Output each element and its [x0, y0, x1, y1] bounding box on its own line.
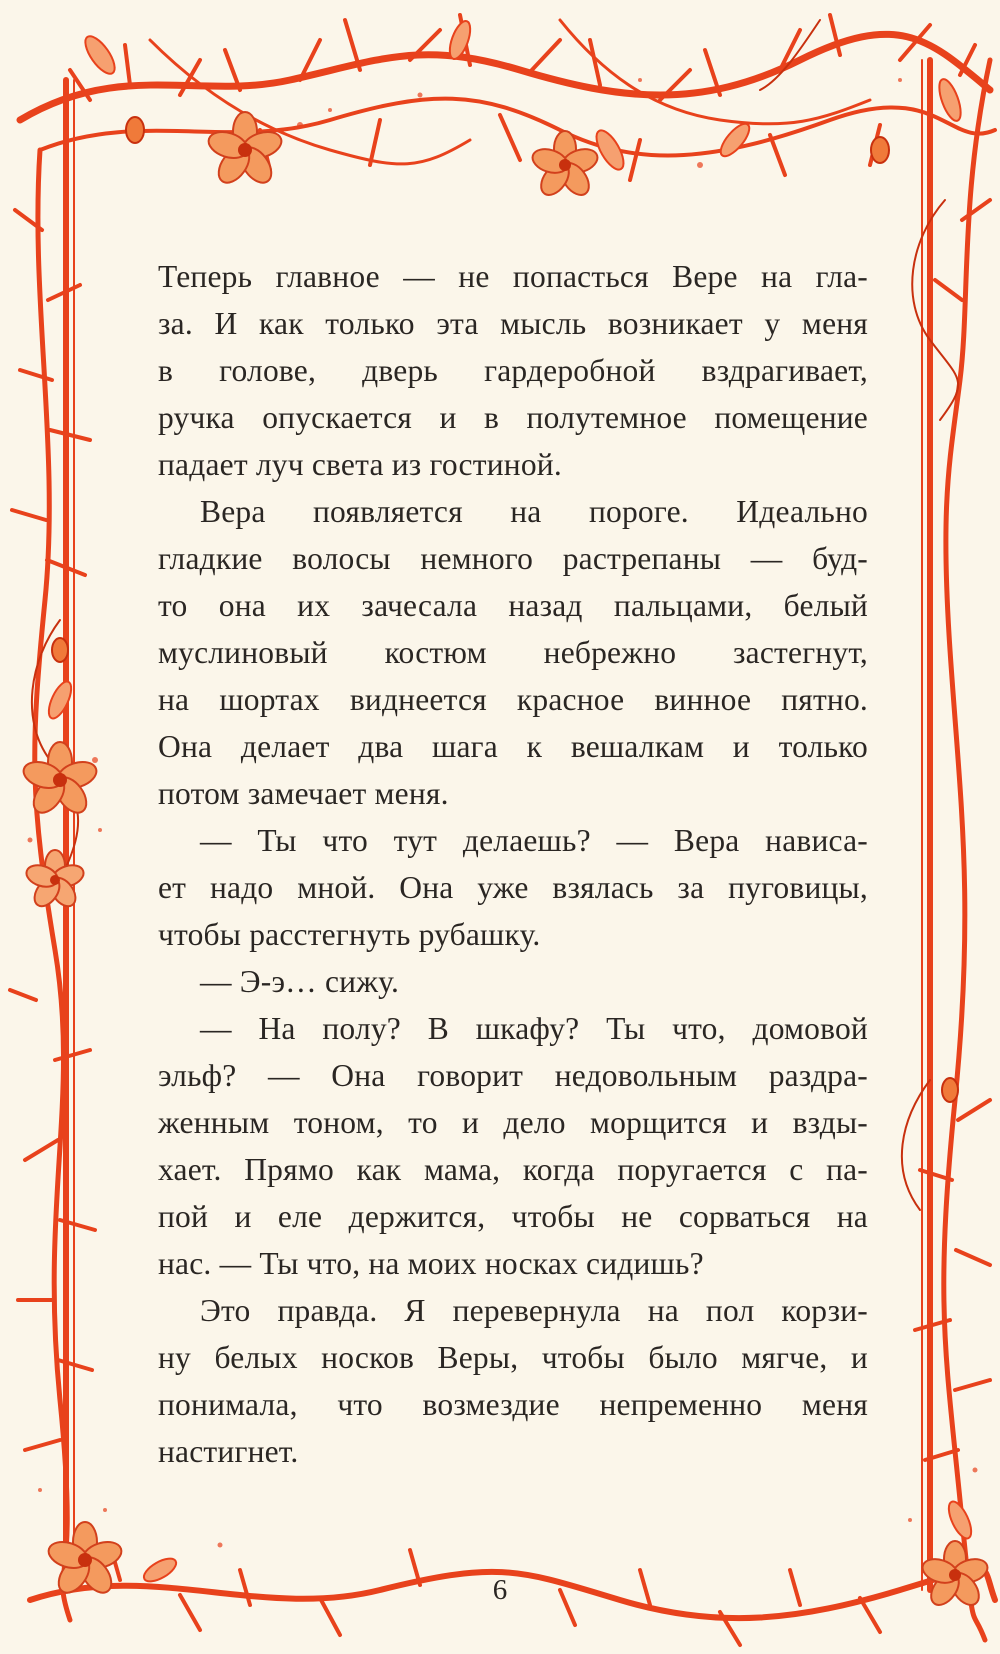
text-line: за. И как только эта мысль возникает у меня — [158, 306, 868, 341]
text-line: эльф? — Она говорит недовольным раздра- — [158, 1058, 868, 1093]
right-thorns — [915, 200, 990, 1460]
flower-icon — [20, 742, 99, 818]
text-line: ет надо мной. Она уже взялась за пуговицы, — [158, 870, 868, 905]
text-line: пой и еле держится, чтобы не сорваться на — [158, 1199, 868, 1234]
right-vine — [944, 60, 990, 1640]
paragraph-5 — [158, 1005, 868, 1287]
text-line: в голове, дверь гардеробной вздрагивает, — [158, 353, 868, 388]
body-text — [158, 253, 868, 1475]
text-line: чтобы расстегнуть рубашку. — [158, 917, 541, 952]
text-line: понимала, что возмездие непременно меня — [158, 1387, 868, 1422]
paragraph-4 — [158, 958, 868, 1005]
text-line: падает луч света из гостиной. — [158, 447, 562, 482]
text-line: ну белых носков Веры, чтобы было мягче, и — [158, 1340, 868, 1375]
paragraph-1 — [158, 253, 868, 488]
text-line: нас. — Ты что, на моих носках сидишь? — [158, 1246, 704, 1281]
page-number: 6 — [492, 1574, 508, 1606]
text-line: ручка опускается и в полутемное помещение — [158, 400, 868, 435]
text-line: настигнет. — [158, 1434, 299, 1469]
text-line: муслиновый костюм небрежно застегнут, — [158, 635, 868, 670]
paragraph-2 — [158, 488, 868, 817]
flower-icon — [24, 850, 87, 911]
text-line: — Э-э… сижу. — [200, 964, 400, 999]
text-line: женным тоном, то и дело морщится и взды- — [158, 1105, 868, 1140]
text-line: Теперь главное — не попасться Вере на гла- — [158, 259, 868, 294]
paragraph-3 — [158, 817, 868, 958]
flower-icon — [205, 112, 284, 188]
text-line: Это правда. Я перевернула на пол корзи- — [200, 1293, 868, 1328]
text-line: — На полу? В шкафу? Ты что, домовой — [200, 1011, 868, 1046]
text-line: хает. Прямо как мама, когда поругается с па- — [158, 1152, 868, 1187]
text-line: на шортах виднеется красное винное пятно. — [158, 682, 868, 717]
text-line: Она делает два шага к вешалкам и только — [158, 729, 868, 764]
text-line: Вера появляется на пороге. Идеально — [200, 494, 868, 529]
paragraph-6 — [158, 1287, 868, 1475]
text-line: потом замечает меня. — [158, 776, 449, 811]
text-line: — Ты что тут делаешь? — Вера нависа- — [200, 823, 868, 858]
text-line: гладкие волосы немного растрепаны — буд- — [158, 541, 868, 576]
text-line: то она их зачесала назад пальцами, белый — [158, 588, 868, 623]
